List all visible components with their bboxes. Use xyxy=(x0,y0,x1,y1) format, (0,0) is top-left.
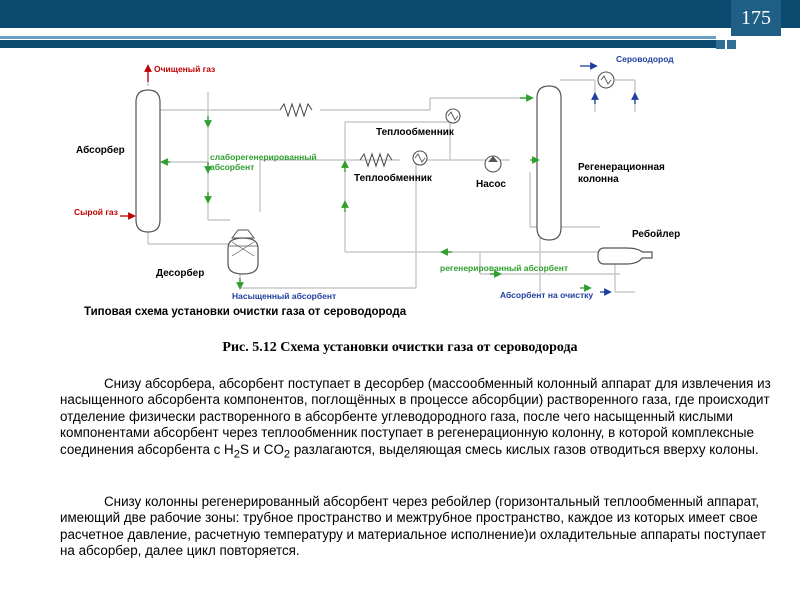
pump-label: Насос xyxy=(476,179,506,190)
semi-regen-label: слаборегенерированный xyxy=(210,152,317,162)
regenerated-absorbent-label: регенерированный абсорбент xyxy=(440,263,569,273)
paragraph-1 xyxy=(60,376,780,463)
diagram-title: Типовая схема установки очистки газа от сероводорода xyxy=(84,306,407,318)
regen-column-label-1: Регенерационная xyxy=(578,162,665,173)
subscript: 2 xyxy=(283,448,291,461)
corner-square xyxy=(727,40,736,49)
saturated-absorbent-label: Насыщенный абсорбент xyxy=(232,291,337,301)
paragraph-2-text: Снизу колонны регенерированный абсорбент через ребойлер (горизонтальный теплообменный аппарат, имеющий две рабочие зоны: трубное пространство и межтрубное пространство, каждое из которых имеет свое расчетное давление, расчетную температуру и материальное исполнение)и охладительные аппараты поступает на абсорбер, далее цикл повторяется. xyxy=(60,494,767,559)
regen-column-label-2: колонна xyxy=(578,174,619,185)
absorbent-cleaning-label: Абсорбент на очистку xyxy=(500,290,594,300)
process-diagram xyxy=(60,52,680,332)
heat-exchanger-label-1: Теплообменник xyxy=(376,127,454,138)
desorber-label: Десорбер xyxy=(156,268,205,279)
divider-bar xyxy=(0,40,716,48)
reboiler-label: Ребойлер xyxy=(632,229,680,240)
paragraph-1-text-c: разлагаются, выделяющая смесь кислых газов отводиться вверху колоны. xyxy=(290,441,759,457)
reboiler-vessel xyxy=(598,248,652,264)
absorber-column xyxy=(136,90,160,232)
raw-gas-label: Сырой газ xyxy=(74,207,118,217)
figure-caption: Рис. 5.12 Схема установки очистки газа от сероводорода xyxy=(222,340,578,355)
paragraph-2 xyxy=(60,494,780,560)
semi-regen-label-2: абсорбент xyxy=(210,162,255,172)
top-bar xyxy=(0,0,800,28)
paragraph-1-text-b: S и CO xyxy=(239,441,284,457)
subscript: 2 xyxy=(233,448,240,461)
divider-line xyxy=(0,36,716,39)
corner-square xyxy=(716,40,725,49)
regeneration-column xyxy=(537,86,561,240)
paragraph-1-text-a: Снизу абсорбера, абсорбент поступает в десорбер (массообменный колонный аппарат для извлечения из насыщенного абсорбента компонентов, поглощённых в процессе абсорбции) растворенного газа, где происходит отделение физически растворенного в абсорбенте углеводородного газа, после чего насыщенный кислыми компонентами абсорбент через теплообменник поступает в регенерационную колонну, в которой комплексные соединения абсорбента с H xyxy=(60,376,771,457)
page-number: 175 xyxy=(731,0,781,36)
h2s-label: Сероводород xyxy=(616,54,674,64)
desorber-vessel xyxy=(228,230,258,274)
heat-exchanger-label-2: Теплообменник xyxy=(354,173,432,184)
clean-gas-label: Очищеный газ xyxy=(154,64,216,74)
cooler-icon xyxy=(280,104,312,116)
absorber-label: Абсорбер xyxy=(76,145,125,156)
